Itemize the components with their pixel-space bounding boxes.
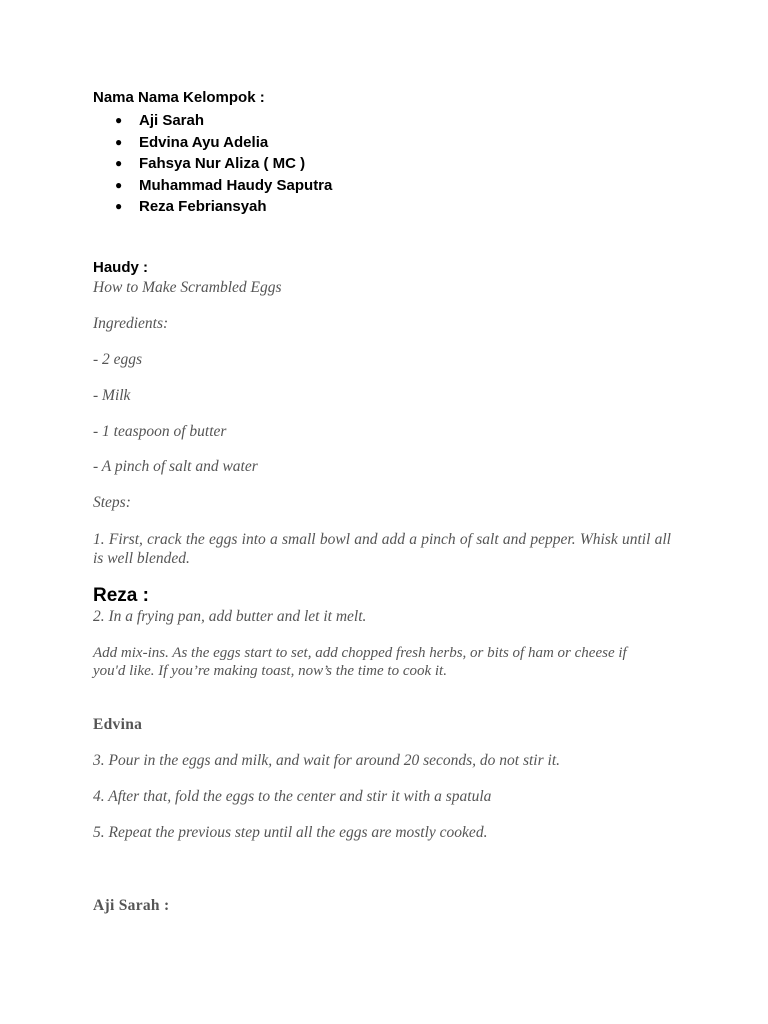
speaker-label-edvina: Edvina	[93, 716, 143, 733]
recipe-title: How to Make Scrambled Eggs	[93, 279, 282, 296]
mix-ins-paragraph: Add mix-ins. As the eggs start to set, add chopped fresh herbs, or bits of ham or cheese if you'd like. If you’re making toast, now’s the time to cook it.	[93, 645, 627, 679]
step-2-text: 2. In a frying pan, add butter and let it melt.	[93, 608, 367, 625]
member-name: Muhammad Haudy Saputra	[139, 176, 333, 194]
ingredient-item: - Milk	[93, 387, 131, 404]
ingredient-item: - A pinch of salt and water	[93, 458, 258, 475]
step-4-text: 4. After that, fold the eggs to the center and stir it with a spatula	[93, 788, 492, 805]
speaker-label-haudy: Haudy :	[93, 259, 149, 276]
ingredients-label: Ingredients:	[93, 315, 169, 332]
group-members-heading: Nama Nama Kelompok :	[93, 89, 265, 106]
list-item	[93, 132, 332, 154]
bullet-icon: ●	[115, 177, 123, 192]
member-name: Aji Sarah	[139, 112, 205, 129]
member-list	[93, 110, 332, 218]
list-item	[93, 153, 332, 175]
step-1-text: 1. First, crack the eggs into a small bowl and add a pinch of salt and pepper. Whisk until all is well blended.	[93, 531, 671, 567]
ingredient-item: - 1 teaspoon of butter	[93, 423, 227, 440]
bullet-icon: ●	[115, 199, 123, 213]
bullet-icon: ●	[115, 156, 123, 170]
list-item	[93, 110, 332, 132]
speaker-label-aji: Aji Sarah :	[93, 897, 170, 914]
list-item	[93, 175, 332, 197]
steps-label: Steps:	[93, 494, 131, 511]
list-item	[93, 196, 332, 218]
speaker-label-reza: Reza :	[93, 585, 149, 606]
bullet-icon: ●	[115, 113, 123, 127]
member-name: Fahsya Nur Aliza ( MC )	[139, 155, 306, 172]
member-name: Reza Febriansyah	[139, 198, 267, 215]
member-name: Edvina Ayu Adelia	[139, 133, 269, 151]
step-5-text: 5. Repeat the previous step until all the eggs are mostly cooked.	[93, 824, 488, 841]
step-3-text: 3. Pour in the eggs and milk, and wait for around 20 seconds, do not stir it.	[93, 752, 561, 769]
ingredient-item: - 2 eggs	[93, 351, 143, 368]
bullet-icon: ●	[115, 134, 123, 149]
